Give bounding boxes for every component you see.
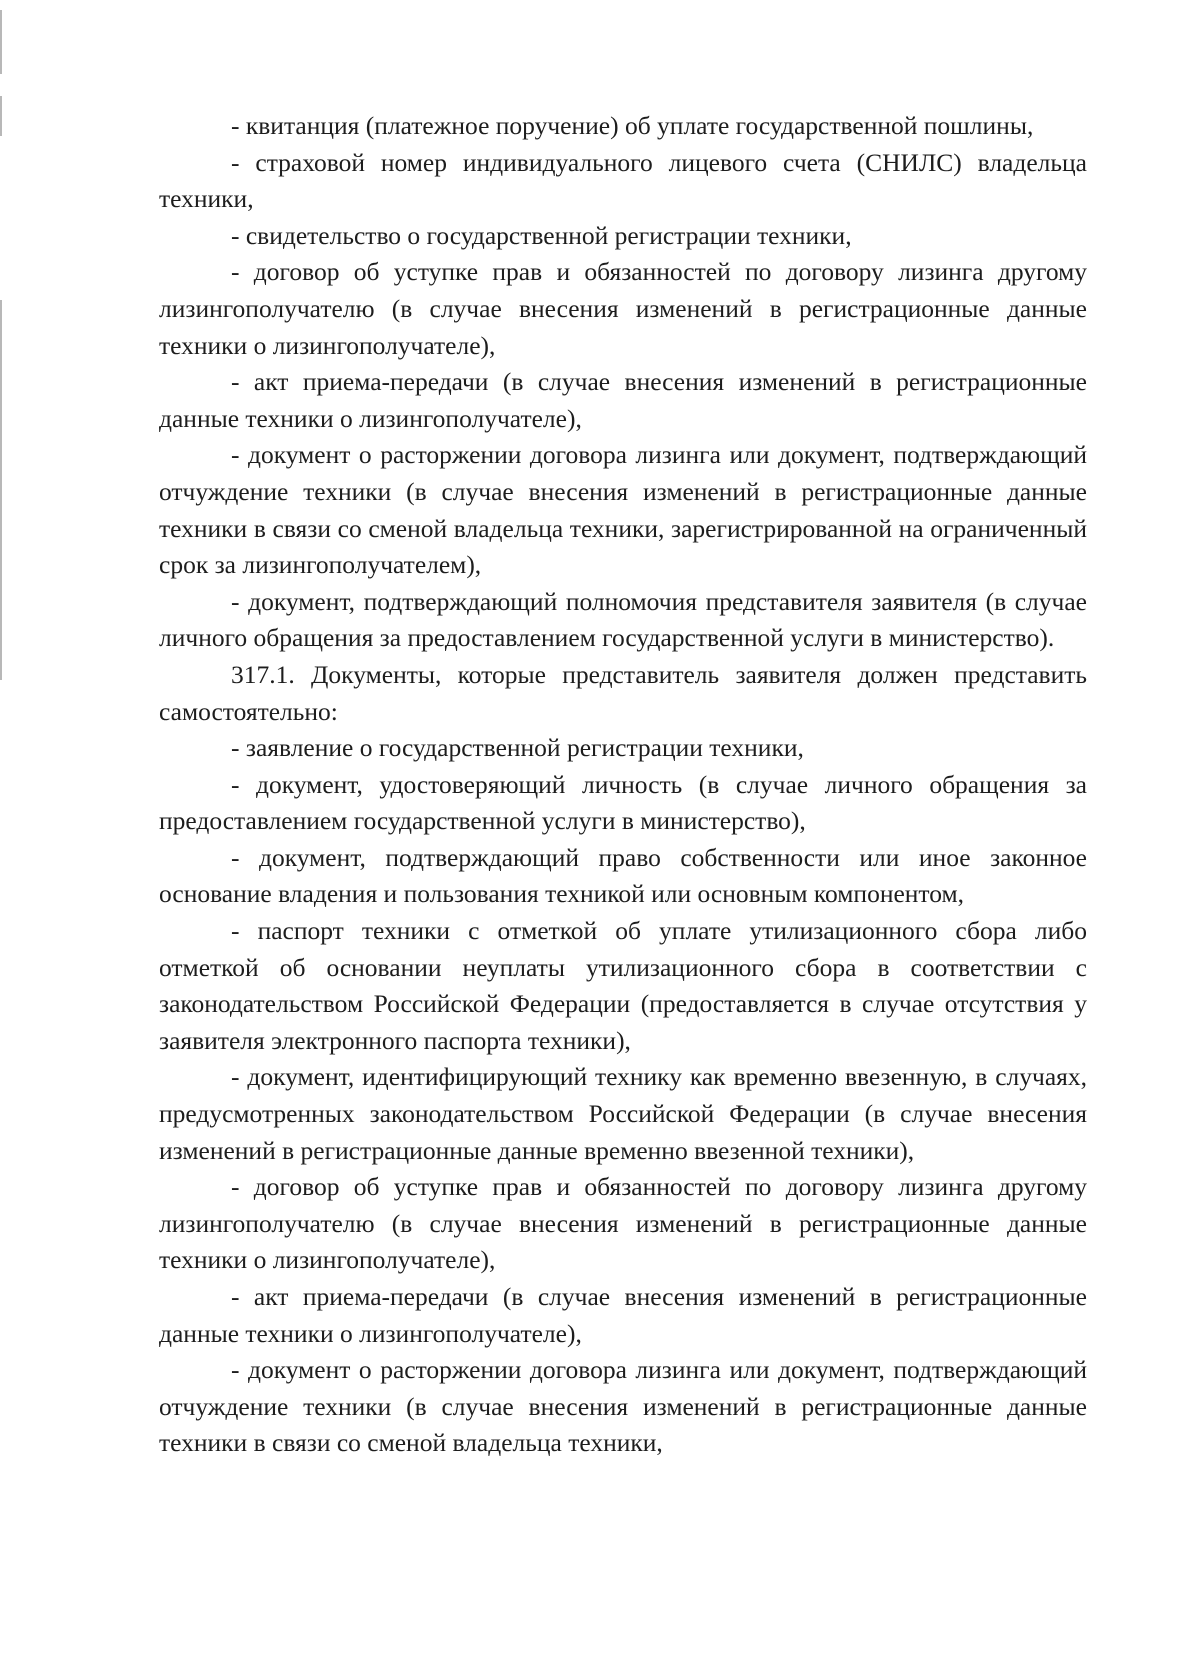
document-paragraph: - акт приема-передачи (в случае внесения изменений в регистрационные данные техники о лизингополучателе), bbox=[159, 367, 1087, 433]
document-paragraph: - договор об уступке прав и обязанностей по договору лизинга другому лизингополучателю (в случае внесения изменений в регистрационные данные техники о лизингополучателе), bbox=[159, 257, 1087, 360]
document-paragraph: - договор об уступке прав и обязанностей по договору лизинга другому лизингополучателю (в случае внесения изменений в регистрационные данные техники о лизингополучателе), bbox=[159, 1172, 1087, 1275]
document-paragraph: - документ, удостоверяющий личность (в случае личного обращения за предоставлением государственной услуги в министерство), bbox=[159, 769, 1087, 836]
document-paragraph: - документ о расторжении договора лизинга или документ, подтверждающий отчуждение техники (в случае внесения изменений в регистрационные данные техники в связи со сменой владельца техники, зарегистрированной на ограниченный срок за лизингополучателем), bbox=[159, 440, 1087, 580]
document-paragraph: - документ, подтверждающий право собственности или иное законное основание владения и пользования техникой или основным компонентом, bbox=[159, 842, 1087, 909]
scan-edge-mark bbox=[0, 10, 2, 74]
document-paragraph: - акт приема-передачи (в случае внесения изменений в регистрационные данные техники о лизингополучателе), bbox=[159, 1282, 1087, 1348]
document-paragraph: - квитанция (платежное поручение) об уплате государственной пошлины, bbox=[231, 111, 1034, 140]
scan-edge-mark bbox=[0, 300, 2, 680]
document-body bbox=[159, 108, 1087, 1462]
document-paragraph: - документ о расторжении договора лизинга или документ, подтверждающий отчуждение техники (в случае внесения изменений в регистрационные данные техники в связи со сменой владельца техники, bbox=[159, 1355, 1087, 1458]
document-paragraph: - страховой номер индивидуального лицевого счета (СНИЛС) владельца техники, bbox=[159, 147, 1087, 214]
document-paragraph: - заявление о государственной регистрации техники, bbox=[231, 733, 804, 763]
document-paragraph: - документ, подтверждающий полномочия представителя заявителя (в случае личного обращения за предоставлением государственной услуги в министерство). bbox=[159, 586, 1087, 653]
section-heading-paragraph: 317.1. Документы, которые представитель заявителя должен представить самостоятельно: bbox=[159, 659, 1087, 726]
scan-edge-mark bbox=[0, 96, 2, 136]
document-paragraph: - свидетельство о государственной регистрации техники, bbox=[231, 220, 852, 250]
document-paragraph: - документ, идентифицирующий технику как временно ввезенную, в случаях, предусмотренных законодательством Российской Федерации (в случае внесения изменений в регистрационные данные временно ввезенной техники), bbox=[159, 1062, 1087, 1165]
document-paragraph: - паспорт техники с отметкой об уплате утилизационного сбора либо отметкой об основании неуплаты утилизационного сбора в соответствии с законодательством Российской Федерации (предоставляется в случае отсутствия у заявителя электронного паспорта техники), bbox=[159, 916, 1087, 1055]
